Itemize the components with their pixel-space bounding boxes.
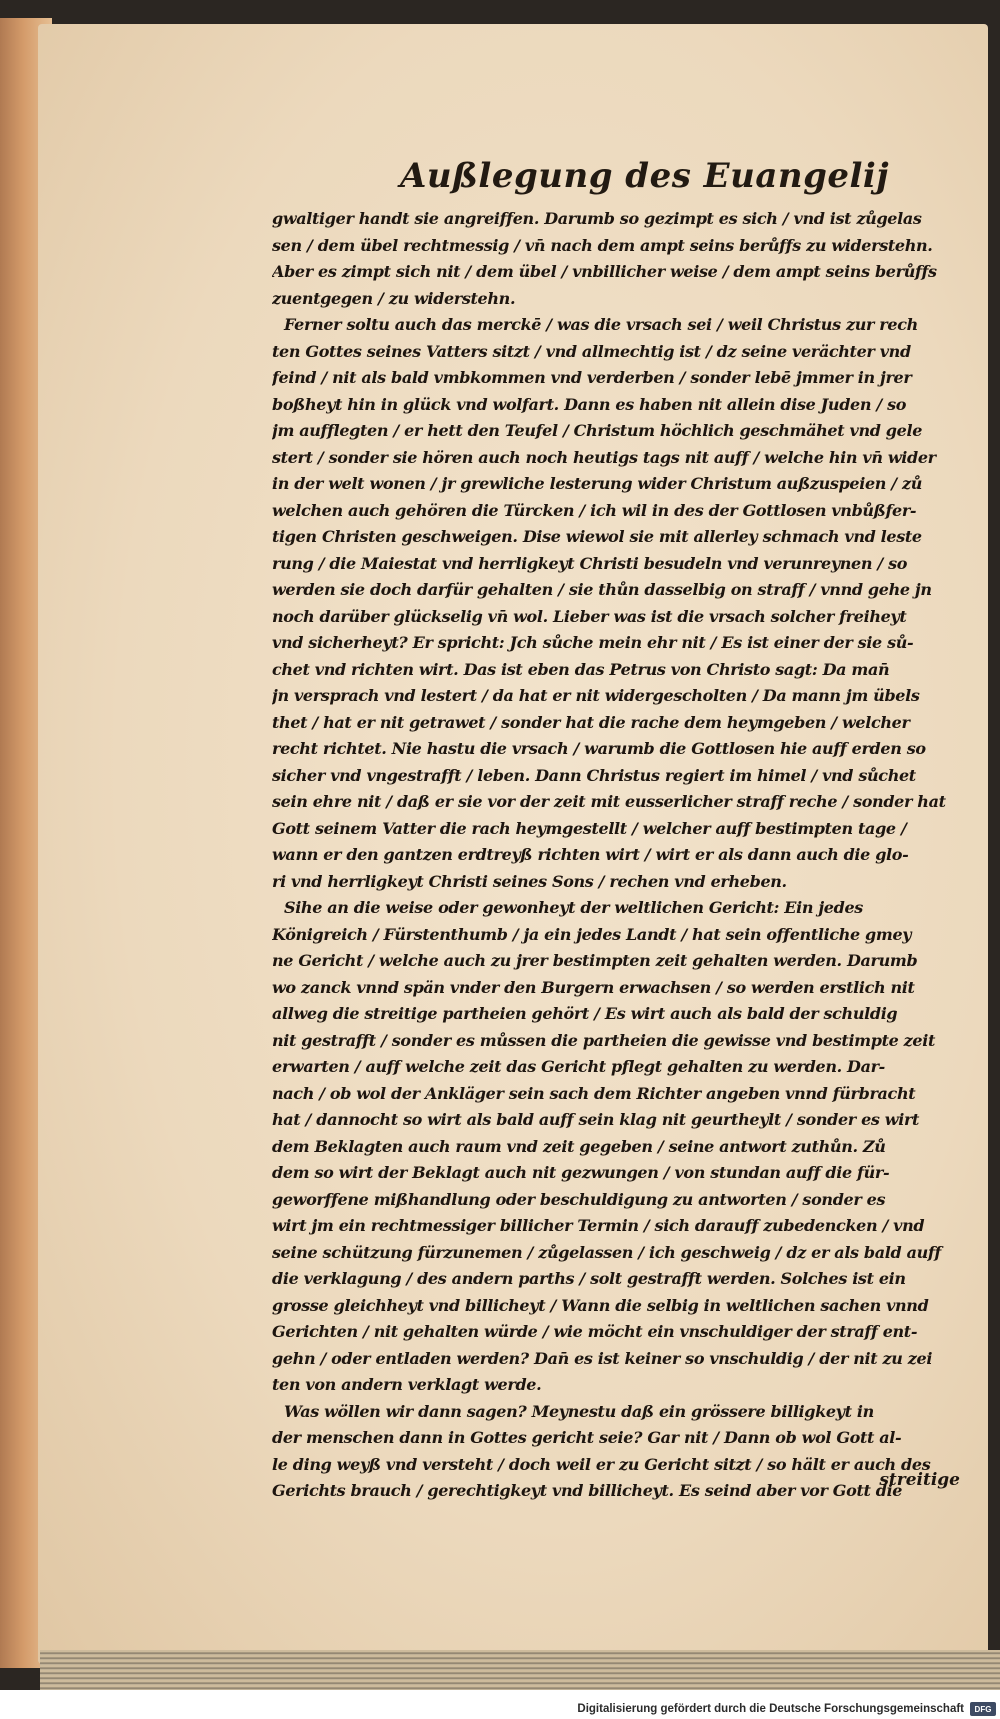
- text-line: wo zanck vnnd spän vnder den Burgern erwachsen / so werden erstlich nit: [272, 977, 915, 997]
- catchword: streitige: [879, 1470, 960, 1490]
- footer-credit: Digitalisierung gefördert durch die Deutsche Forschungsgemeinschaft: [577, 1703, 964, 1715]
- text-line: Was wöllen wir dann sagen? Meynestu daß ein grössere billigkeyt in: [284, 1401, 874, 1421]
- text-line: ri vnd herrligkeyt Christi seines Sons / rechen vnd erheben.: [272, 871, 787, 891]
- text-line: sen / dem übel rechtmessig / vn̄ nach dem ampt seins berůffs zu widerstehn.: [272, 235, 933, 255]
- text-line: noch darüber glückselig vn̄ wol. Lieber was ist die vrsach solcher freiheyt: [272, 606, 907, 626]
- text-line: vnd sicherheyt? Er spricht: Jch sůche mein ehr nit / Es ist einer der sie sů-: [272, 633, 914, 652]
- text-line: gwaltiger handt sie angreiffen. Darumb so gezimpt es sich / vnd ist zůgelas: [272, 209, 922, 228]
- text-line: gehn / oder entladen werden? Dan̄ es ist keiner so vnschuldig / der nit zu zei: [272, 1348, 933, 1368]
- text-line: geworffene mißhandlung oder beschuldigung zu antworten / sonder es: [272, 1189, 886, 1209]
- text-line: le ding weyß vnd versteht / doch weil er zu Gericht sitzt / so hält er auch des: [272, 1454, 931, 1474]
- text-line: sein ehre nit / daß er sie vor der zeit mit eusserlicher straff reche / sonder hat: [272, 792, 946, 811]
- text-line: der menschen dann in Gottes gericht seie? Gar nit / Dann ob wol Gott al-: [272, 1428, 902, 1447]
- text-line: hat / dannocht so wirt als bald auff sein klag nit geurtheylt / sonder es wirt: [272, 1110, 920, 1129]
- text-line: boßheyt hin in glück vnd wolfart. Dann es haben nit allein dise Juden / so: [272, 394, 907, 414]
- text-line: feind / nit als bald vmbkommen vnd verderben / sonder lebē jmmer in jrer: [272, 368, 912, 387]
- text-line: jn versprach vnd lestert / da hat er nit widergescholten / Da mann jm übels: [272, 686, 920, 705]
- text-line: grosse gleichheyt vnd billicheyt / Wann die selbig in weltlichen sachen vnnd: [272, 1295, 929, 1315]
- text-line: ten von andern verklagt werde.: [272, 1375, 542, 1394]
- text-line: rung / die Maiestat vnd herrligkeyt Christi besudeln vnd verunreynen / so: [272, 553, 908, 573]
- text-line: Gott seinem Vatter die rach heymgestellt / welcher auff bestimpten tage /: [272, 818, 907, 838]
- running-header: Außlegung des Euangelij: [400, 156, 890, 196]
- text-line: wirt jm ein rechtmessiger billicher Termin / sich darauff zubedencken / vnd: [272, 1216, 925, 1235]
- text-line: chet vnd richten wirt. Das ist eben das Petrus von Christo sagt: Da man̄: [272, 659, 890, 679]
- text-line: die verklagung / des andern parths / solt gestrafft werden. Solches ist ein: [272, 1269, 906, 1288]
- dfg-logo-text: DFG: [974, 1704, 992, 1714]
- text-line: dem so wirt der Beklagt auch nit gezwungen / von stundan auff die für-: [272, 1163, 890, 1182]
- text-line: ten Gottes seines Vatters sitzt / vnd allmechtig ist / dz seine verächter vnd: [272, 341, 911, 361]
- text-line: wann er den gantzen erdtreyß richten wirt / wirt er als dann auch die glo-: [272, 845, 909, 864]
- body-text: [272, 206, 960, 1505]
- text-line: Gerichts brauch / gerechtigkeyt vnd billicheyt. Es seind aber vor Gott die: [272, 1481, 903, 1500]
- text-line: sicher vnd vngestrafft / leben. Dann Christus regiert im himel / vnd sůchet: [272, 765, 916, 785]
- text-line: erwarten / auff welche zeit das Gericht pflegt gehalten zu werden. Dar-: [272, 1057, 885, 1076]
- text-line: Gerichten / nit gehalten würde / wie möcht ein vnschuldiger der straff ent-: [272, 1322, 918, 1341]
- dfg-logo-icon: [970, 1702, 996, 1716]
- text-line: welchen auch gehören die Türcken / ich wil in des der Gottlosen vnbůßfer-: [272, 500, 917, 520]
- text-line: seine schützung fürzunemen / zůgelassen / ich geschweig / dz er als bald auff: [272, 1242, 941, 1262]
- text-line: ne Gericht / welche auch zu jrer bestimpten zeit gehalten werden. Darumb: [272, 951, 918, 970]
- text-line: thet / hat er nit getrawet / sonder hat die rache dem heymgeben / welcher: [272, 712, 910, 732]
- footer-bar: [0, 1699, 1000, 1719]
- text-line: recht richtet. Nie hastu die vrsach / warumb die Gottlosen hie auff erden so: [272, 739, 926, 758]
- text-line: nit gestrafft / sonder es můssen die partheien die gewisse vnd bestimpte zeit: [272, 1030, 936, 1050]
- text-line: Aber es zimpt sich nit / dem übel / vnbillicher weise / dem ampt seins berůffs: [272, 262, 937, 281]
- text-line: jm aufflegten / er hett den Teufel / Christum höchlich geschmähet vnd gele: [272, 421, 923, 440]
- text-line: in der welt wonen / jr grewliche lesterung wider Christum außzuspeien / zů: [272, 474, 923, 493]
- page-stack-edge: [40, 1650, 1000, 1690]
- text-line: tigen Christen geschweigen. Dise wiewol sie mit allerley schmach vnd leste: [272, 527, 922, 546]
- text-line: dem Beklagten auch raum vnd zeit gegeben / seine antwort zuthůn. Zů: [272, 1136, 886, 1156]
- text-line: allweg die streitige partheien gehört / Es wirt auch als bald der schuldig: [272, 1004, 898, 1023]
- text-line: stert / sonder sie hören auch noch heutigs tags nit auff / welche hin vn̄ wider: [272, 447, 936, 467]
- text-line: nach / ob wol der Ankläger sein sach dem Richter angeben vnnd fürbracht: [272, 1083, 916, 1103]
- text-line: Sihe an die weise oder gewonheyt der weltlichen Gericht: Ein jedes: [284, 898, 863, 917]
- text-line: werden sie doch darfür gehalten / sie thůn dasselbig on straff / vnnd gehe jn: [272, 580, 932, 599]
- text-line: zuentgegen / zu widerstehn.: [272, 288, 516, 308]
- text-line: Königreich / Fürstenthumb / ja ein jedes Landt / hat sein offentliche gmey: [272, 924, 912, 944]
- text-line: Ferner soltu auch das merckē / was die vrsach sei / weil Christus zur rech: [284, 315, 918, 334]
